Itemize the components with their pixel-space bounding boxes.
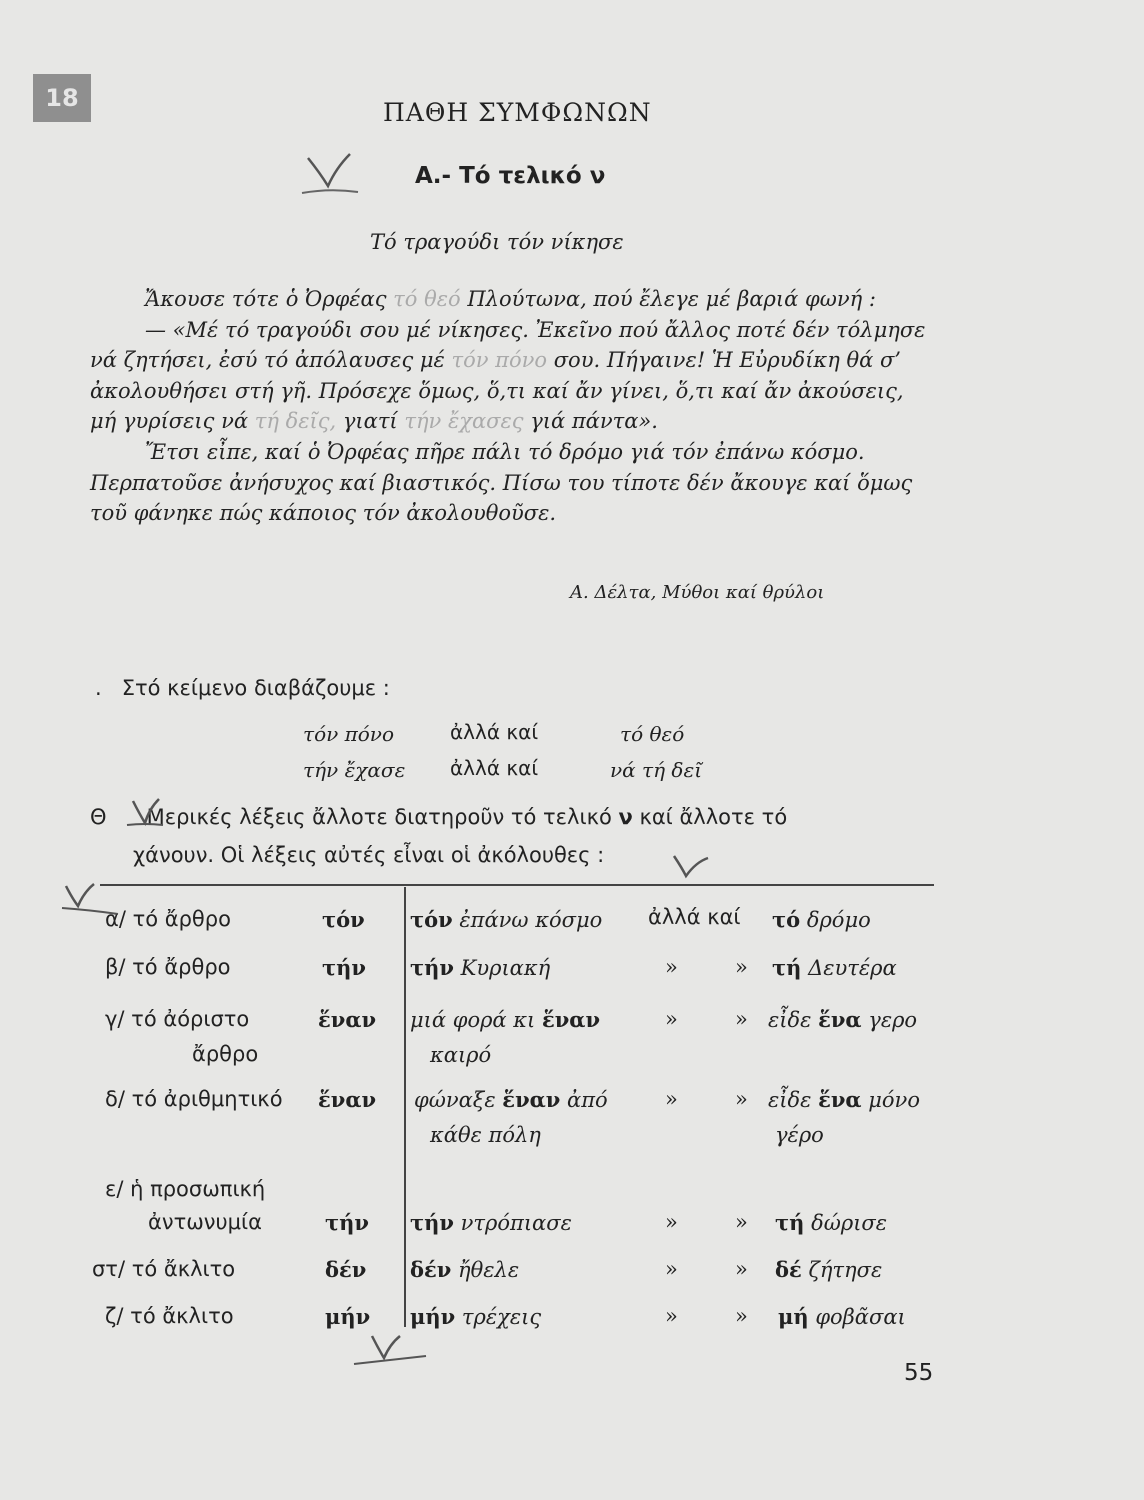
alt-rest: ζήτησε [801, 1258, 883, 1282]
page-number: 55 [904, 1360, 934, 1386]
ditto-mark: » [735, 1007, 748, 1031]
table-example [410, 1007, 600, 1032]
table-example-2: κάθε πόλη [430, 1123, 541, 1147]
table-example [410, 1210, 572, 1235]
faded-phrase: τόν πόνο [451, 348, 548, 373]
table-example [410, 907, 602, 932]
table-word: τόν [322, 907, 365, 932]
faded-phrase: τή δεῖς, [254, 409, 337, 434]
alt-rest: Δευτέρα [801, 956, 897, 980]
table-alt [768, 1087, 920, 1112]
example-start: μιά φορά κι [410, 1008, 542, 1032]
example-rest: ντρόπιασε [453, 1211, 572, 1235]
example-rest: τρέχεις [455, 1305, 542, 1329]
table-alt [778, 1304, 906, 1329]
table-example [410, 1257, 519, 1282]
intro-word: τό θεό [620, 722, 685, 746]
intro-label: . Στό κείμενο διαβάζουμε : [95, 676, 390, 700]
alt-bold-word: τή [772, 955, 802, 980]
table-example-2: καιρό [430, 1043, 492, 1067]
table-example [410, 1304, 541, 1329]
intro-word: τήν ἔχασε [303, 758, 406, 782]
alt-rest: γερο [861, 1008, 918, 1032]
handwritten-checkmark [350, 1330, 430, 1375]
table-alt-2: γέρο [775, 1123, 824, 1147]
rule-bold-letter: ν [618, 805, 633, 829]
ditto-mark: » [665, 1210, 678, 1234]
faded-phrase: τήν ἔχασες [404, 409, 524, 434]
alt-start: εἶδε [768, 1088, 819, 1112]
table-alt [775, 1257, 882, 1282]
example-start: φώναξε [414, 1088, 503, 1112]
alt-start: εἶδε [768, 1008, 819, 1032]
example-bold-word: τήν [410, 955, 454, 980]
table-alt [768, 1007, 917, 1032]
story-p2-start: — «Μέ τό τραγούδι σου μέ νίκησες. Ἐκεῖνο πού ἄλλος ποτέ δέν τόλμησε νά ζητήσει, ἐσύ τό ἀπόλαυσες μέ [90, 317, 926, 373]
table-label: στ/ τό ἄκλιτο [92, 1257, 236, 1281]
table-word: τήν [325, 1210, 369, 1235]
alt-rest: φοβᾶσαι [808, 1305, 906, 1329]
intro-label-text: Στό κείμενο διαβάζουμε : [121, 676, 390, 700]
table-top-rule [100, 884, 934, 886]
example-rest: ἀπό [560, 1088, 608, 1112]
alt-bold-word: δέ [775, 1257, 802, 1282]
alt-bold-word: τή [775, 1210, 805, 1235]
table-alt [775, 1210, 887, 1235]
story-text [90, 284, 932, 529]
story-p2-end: γιά πάντα». [523, 409, 658, 434]
table-label: δ/ τό ἀριθμητικό [105, 1087, 283, 1111]
alt-rest: δρόμο [800, 908, 871, 932]
intro-word: νά τή δεῖ [610, 758, 703, 782]
ditto-mark: » [735, 1087, 748, 1111]
table-alt [772, 907, 871, 932]
story-p1-end: Πλούτωνα, πού ἔλεγε μέ βαριά φωνή : [460, 287, 876, 311]
table-label: β/ τό ἄρθρο [105, 955, 231, 979]
rule-text-end: καί ἄλλοτε τό [632, 805, 788, 829]
table-word: ἕναν [318, 1007, 377, 1032]
alt-rest: μόνο [861, 1088, 920, 1112]
handwritten-checkmark [125, 795, 165, 835]
table-alt [772, 955, 897, 980]
ditto-mark: » [665, 1087, 678, 1111]
ditto-mark: » [665, 1257, 678, 1281]
story-p2-mid2: γιατί [336, 409, 405, 434]
alt-bold-word: ἕνα [818, 1007, 862, 1032]
table-label-2: ἀντωνυμία [148, 1210, 262, 1234]
example-bold-word: ἕναν [541, 1007, 601, 1032]
table-label: ε/ ἡ προσωπική [105, 1177, 266, 1201]
example-rest: ἤθελε [451, 1258, 520, 1282]
ditto-mark: » [665, 955, 678, 979]
story-p1-start: Ἄκουσε τότε ὁ Ὀρφέας [145, 287, 394, 311]
alt-rest: δώρισε [804, 1211, 888, 1235]
story-p3: Ἔτσι εἶπε, καί ὁ Ὀρφέας πῆρε πάλι τό δρόμο γιά τόν ἐπάνω κόσμο. Περπατοῦσε ἀνήσυχος καί βιαστικός. Πίσω του τίποτε δέν ἄκουγε καί ὅμως τοῦ φάνηκε πώς κάποιος τόν ἀκολουθοῦσε. [90, 439, 913, 526]
example-bold-word: ἕναν [502, 1087, 561, 1112]
table-label: ζ/ τό ἄκλιτο [105, 1304, 234, 1328]
table-example [414, 1087, 608, 1112]
table-word: ἕναν [318, 1087, 377, 1112]
ditto-mark: » [735, 955, 748, 979]
ditto-mark: » [665, 1304, 678, 1328]
ditto-mark: » [735, 1257, 748, 1281]
section-subtitle: Α.- Τό τελικό ν [415, 163, 606, 189]
alt-bold-word: τό [772, 907, 801, 932]
example-bold-word: δέν [410, 1257, 452, 1282]
alt-bold-word: μή [778, 1304, 809, 1329]
handwritten-checkmark [300, 148, 360, 198]
story-p2-mid: σου. Πήγαινε! Ἡ Εὐρυδίκη θά σ’ ἀκολουθήσει στή γῆ. Πρόσεχε ὅμως, ὅ,τι καί ἄν γίνει, ὅ,τι καί ἄν ἀκούσεις, μή γυρίσεις νά [90, 348, 904, 434]
table-label: γ/ τό ἀόριστο [105, 1007, 250, 1031]
table-label: α/ τό ἄρθρο [105, 907, 231, 931]
table-label-2: ἄρθρο [192, 1042, 259, 1066]
intro-word: ἀλλά καί [450, 756, 539, 780]
table-word: δέν [325, 1257, 367, 1282]
alt-bold-word: ἕνα [818, 1087, 862, 1112]
example-bold-word: τόν [410, 907, 453, 932]
table-word: μήν [325, 1304, 371, 1329]
story-title: Τό τραγούδι τόν νίκησε [370, 230, 624, 254]
table-column-divider [404, 887, 406, 1327]
table-example [410, 955, 550, 980]
rule-line-1 [90, 805, 787, 829]
table-but: ἀλλά καί [648, 905, 741, 929]
example-rest: ἐπάνω κόσμο [452, 908, 603, 932]
handwritten-checkmark [668, 850, 713, 885]
faded-phrase: τό θεό [393, 287, 461, 311]
table-word: τήν [322, 955, 366, 980]
rule-symbol: Θ [90, 805, 107, 829]
rule-line-2: χάνουν. Οἱ λέξεις αὐτές εἶναι οἱ ἀκόλουθες : [133, 843, 605, 867]
example-rest: Κυριακή [453, 956, 551, 980]
rule-text: Μερικές λέξεις ἄλλοτε διατηροῦν τό τελικό [146, 805, 619, 829]
chapter-badge: 18 [33, 74, 91, 122]
example-bold-word: τήν [410, 1210, 454, 1235]
example-bold-word: μήν [410, 1304, 456, 1329]
page-title: ΠΑΘΗ ΣΥΜΦΩΝΩΝ [383, 98, 652, 127]
story-source: Α. Δέλτα, Μύθοι καί θρύλοι [570, 582, 825, 603]
ditto-mark: » [665, 1007, 678, 1031]
intro-word: ἀλλά καί [450, 720, 539, 744]
ditto-mark: » [735, 1210, 748, 1234]
intro-word: τόν πόνο [303, 722, 395, 746]
ditto-mark: » [735, 1304, 748, 1328]
